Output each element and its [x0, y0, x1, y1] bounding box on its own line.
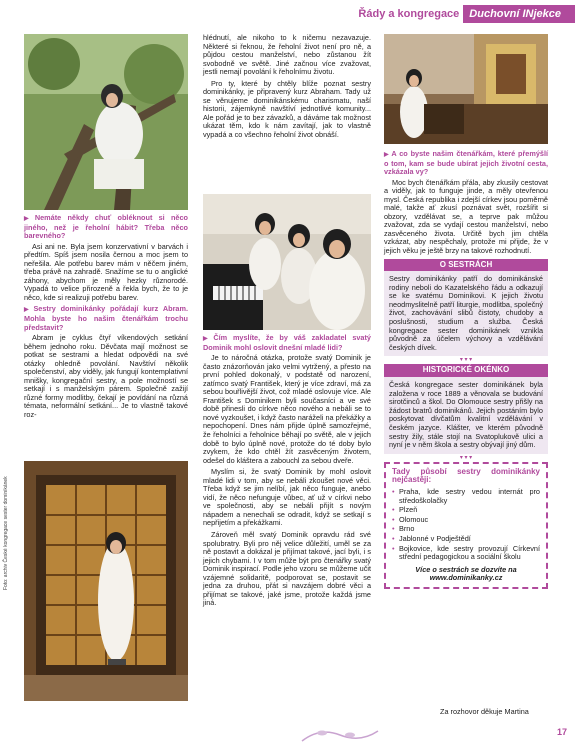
places-title: Tady působí sestry dominikánky nejčastěji: [392, 466, 540, 485]
question-3: ▶ Čím myslíte, že by váš zakladatel svatý Dominik mohl oslovit dnešní mladé lidi? [203, 333, 371, 352]
paragraph-5: Zároveň měl svatý Dominik opravdu rád své spolubratry. Byli pro něj velice důležití, uměl se za ně postavit a dokázal je přijímat takové, jací byli, i s jejich chybami. I v tom může být pro čtenářky svatý Dominik inspirací. Podle jeho vzoru se můžeme učit vzájemné solidaritě, podporovat se, postavit se jedna za druhou, přát si navzájem dobré věci a přijímat se takové, jaké jsme, protože každá jsme jiná. [203, 530, 371, 608]
paragraph-1: hlédnutí, ale nikoho to k ničemu nezavazuje. Některé si řeknou, že řeholní život není pro ně, a půjdou cestou manželství, nebo zůstanou žít svobodně ve světě. Jiné začnou více zvažovat, jestli nemají povolání k řeholnímu životu. [203, 33, 371, 77]
history-text: Česká kongregace sester dominikánek byla založena v roce 1889 a věnovala se budování sirotčinců a škol. Do Olomouce sestry přišly na žádost bratrů dominikánů. Jejich postáním bylo poskytovat dívčatům kvalitní vzdělávání v českém jazyce. Klášter, ve kterém původně sestry žily, stále stojí na Svatoplukově ulici a nyní je v něm škola a sestry obývají jiný dům. [384, 377, 548, 454]
places-list [392, 488, 540, 562]
list-item: • Praha, kde sestry vedou internát pro středoškolačky [392, 488, 540, 505]
page-number: 17 [556, 727, 567, 737]
list-item: • Olomouc [392, 516, 540, 525]
list-item: • Jablonné v Podještědí [392, 535, 540, 544]
photo-nun-in-church [384, 34, 548, 144]
question-2: ▶ Sestry dominikánky pořádají kurz Abram. Mohla byste ho našim čtenářkám trochu představit? [24, 304, 188, 332]
paragraph-3: Je to náročná otázka, protože svatý Dominik je často znázorňován jako velmi vytržený, a přesto na první pohled dokonalý, v podstatě od narození, zatímco svatý František, který je více zdraví, má za sebou bouřlivější život, což mladé oslovuje více. Ale František s Dominikem byli současníci a ve své době přinesli do církve něco nového a nebáli se to nové vyzkoušet, i když často naráželi na překážky a nepochopení. Dnes nám přijde úplně samozřejmé, že řeholníci a řeholnice běhají po světě, ale v jejich době to bylo úplně nové, protože do té doby bylo zvykem, že kdo chtěl žít zasvěceným životem, odešel do kláštera a zabouchl za sebou dveře. [203, 353, 371, 465]
paragraph-6: Moc bych čtenářkám přála, aby zkusily cestovat a viděly, jak to funguje jinde, a měly otevřenou mysl. Česká republika i zdejší církev jsou poměrně malé, takže ať zkusí poznávat svět, rozšířit si obzory, vzdělávat se, a teprve pak můžou zvažovat, zda se vydají cestou manželství, nebo zasvěceného života. Určitě bych jim chtěla vzkázat, aby nespěchaly, protože mi přijde, že v jejich věku je ještě brzy na takové rozhodnutí. [384, 177, 548, 256]
website-link[interactable]: Více o sestrách se dozvíte na www.dominikanky.cz [415, 564, 517, 583]
history-box [384, 364, 548, 453]
about-box [384, 259, 548, 357]
interview-credit: Za rozhovor děkuje Martina [440, 707, 529, 716]
divider-ornament: ▾ ▾ ▾ [459, 357, 473, 364]
paragraph-4: Myslím si, že svatý Dominik by mohl oslovit mladé lidi v tom, aby se nebáli zkoušet nové věci. Třeba když se jim nelíbí, jak něco funguje, anebo vidí, že něco nefunguje vůbec, ať už v církvi nebo ve společnosti, aby se nebáli přijít s novým nápadem a nenechali se odradit, když se setkají s nepřijetím a překážkami. [203, 467, 371, 528]
question-4: ▶ A co byste našim čtenářkám, které přemýšlí o tom, kam se bude ubírat jejich životní cesta, vzkázala vy? [384, 149, 548, 177]
section-subtitle: Duchovní INjekce [463, 5, 575, 23]
answer-2: Abram je cyklus čtyř víkendových setkání během jednoho roku. Děvčata mají možnost se potkat se sestrami a hledat odpovědi na své otázky ohledně povolání. Navštíví několik společenství, aby viděly, jak fungují kontemplativní mnišky, kongregační sestry, a pole možností se setkají i s manželským párem. Společně zažijí různé formy modlitby, čekají je povídání na různá témata, neformální setkání... Je to vlastně takové roz- [24, 333, 188, 420]
list-item: • Bojkovice, kde sestry provozují Církevní střední pedagogickou a sociální školu [392, 545, 540, 562]
section-title: Řády a kongregace [358, 8, 460, 20]
photo-nun-at-door [24, 461, 188, 701]
about-text: Sestry dominikánky patří do dominikánské rodiny neboli do Kazatelského řádu a odkazují se ke svatému Dominikovi. K jejich životu neodmyslitelně patří liturgie, modlitba, společný život, zachovávání slibů čistoty, chudoby a poslušnosti, studium a služba. Česká kongregace sester dominikánek vznikla původně za účelem výchovy a vzdělávání českých dívek. [384, 271, 548, 356]
list-item: • Brno [392, 525, 540, 534]
page-header [354, 4, 575, 24]
column-2-bottom [203, 334, 371, 611]
photo-nuns-at-piano [203, 194, 371, 330]
places-box [384, 462, 548, 589]
photo-credit: Foto: archiv České kongregace sester dominikánek [3, 476, 9, 590]
column-3 [384, 150, 548, 589]
answer-1: Asi ani ne. Byla jsem konzervativní v barvách i předtím. Spíš jsem nosila černou a moc jsem to neřešila. Ale potřebu barev mám v něčem jiném, třeba právě na zahradě. Snažíme se tu o anglické záhony, abychom je měly hezky různorodé. Vypadá to velice přirozeně a řekla bych, že to je něco, kde si realizuji potřebu barev. [24, 241, 188, 302]
list-item: • Plzeň [392, 506, 540, 515]
question-1: ▶ Nemáte někdy chuť obléknout si něco jiného, než je řeholní hábit? Třeba něco barevného? [24, 213, 188, 241]
divider-ornament: ▾ ▾ ▾ [459, 454, 473, 461]
vine-ornament [300, 725, 380, 743]
photo-nun-in-tree [24, 34, 188, 210]
about-title: O SESTRÁCH [384, 259, 548, 272]
history-title: HISTORICKÉ OKÉNKO [384, 364, 548, 377]
column-2-top [203, 34, 371, 143]
column-1 [24, 214, 188, 423]
paragraph-2: Pro ty, které by chtěly blíže poznat sestry dominikánky, je připravený kurz Abraham. Tady už se věnujeme dominikánskému charismatu, naší historii, zájemkyně navštíví jednotlivé komunity... Ale pořád je to bez závazků, a dáváme tak možnost ukázat těm, kdo k nám zavítají, jak to vlastně vypadá a co všechno řeholní život obnáší. [203, 78, 371, 140]
